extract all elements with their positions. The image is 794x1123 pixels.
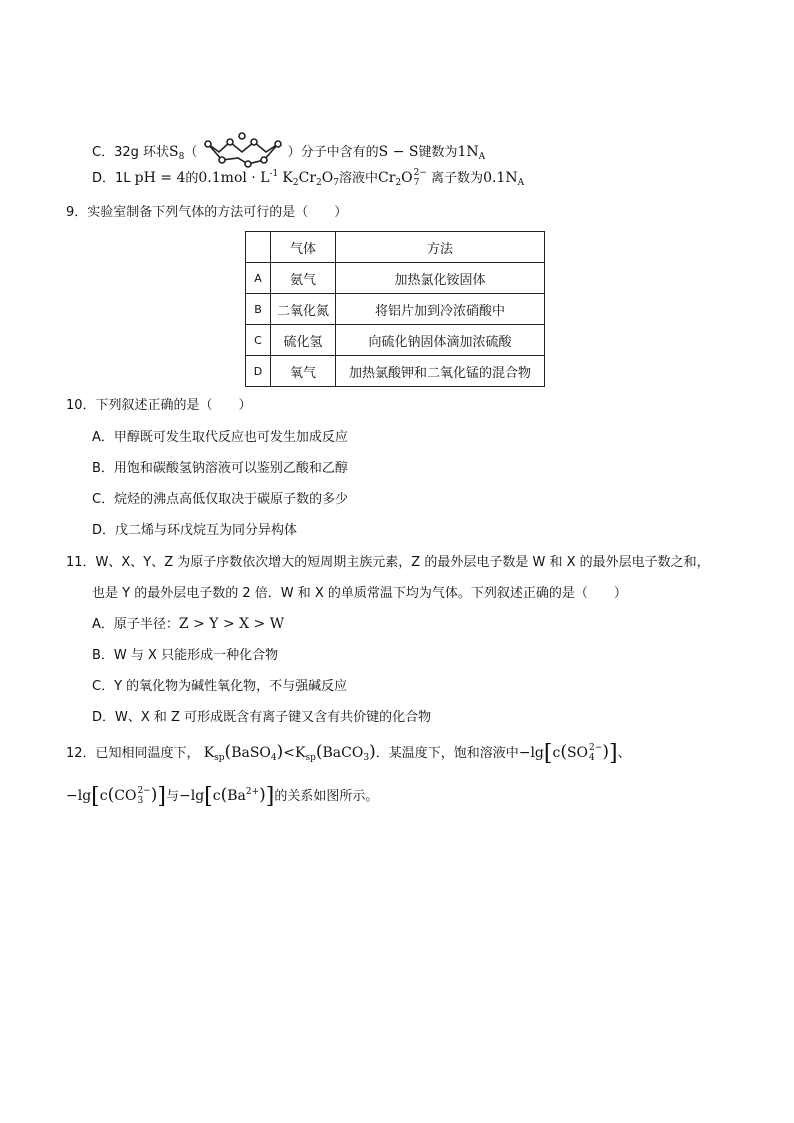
- table-row: C 硫化氢 向硫化钠固体滴加浓硫酸: [246, 325, 545, 356]
- q10-option-d: D．戊二烯与环戊烷互为同分异构体: [92, 523, 298, 538]
- q10-option-c: C．烷烃的沸点高低仅取决于碳原子数的多少: [92, 492, 349, 507]
- q8-option-d: D．1L pH = 4的$0.1mol \cdot L^{-1}$ $K_2Cr_2O_7$溶液中$Cr_2O$ 2− 7 离子数为$0.1N_A$: [92, 167, 525, 188]
- s8-ring-structure-icon: [204, 130, 282, 170]
- k2cr2o7-formula: $K_2Cr_2O_7$: [282, 170, 339, 188]
- q8-option-c: C．32g 环状$S_8$（ ）分子中含有的S − S键数为$1N_A$: [92, 130, 485, 170]
- dichromate-ion: $Cr_2O$ 2− 7: [378, 167, 427, 188]
- q11-stem-line1: 11．W、X、Y、Z 为原子序数依次增大的短周期主族元素，Z 的最外层电子数是 W 和 X 的最外层电子数之和，: [66, 555, 710, 570]
- table-row: B 二氧化氮 将铝片加到冷浓硝酸中: [246, 294, 545, 325]
- q10-stem: 10．下列叙述正确的是（ ）: [66, 398, 252, 413]
- q10-option-b: B．用饱和碳酸氢钠溶液可以鉴别乙酸和乙醇: [92, 461, 348, 476]
- table-header-row: 气体 方法: [246, 232, 545, 263]
- q10-option-a: A．甲醇既可发生取代反应也可发生加成反应: [92, 430, 348, 445]
- concentration: $0.1mol \cdot L^{-1}$: [198, 169, 279, 186]
- q11-option-c: C．Y 的氧化物为碱性氧化物，不与强碱反应: [92, 679, 348, 694]
- q12-stem-line1: 12．已知相同温度下， $K_{sp}(BaSO_4)<K_{sp}(BaCO_3)$．某温度下，饱和溶液中−lg[c(SO 2− 4 )]、: [66, 741, 631, 766]
- q9-stem: 9．实验室制备下列气体的方法可行的是（ ）: [66, 205, 348, 220]
- s8-formula: $S_8$: [169, 144, 185, 162]
- na-value: $0.1N_A$: [483, 170, 525, 188]
- table-row: D 氧气 加热氯酸钾和二氧化锰的混合物: [246, 356, 545, 387]
- q11-option-b: B．W 与 X 只能形成一种化合物: [92, 648, 279, 663]
- q11-stem-line2: 也是 Y 的最外层电子数的 2 倍．W 和 X 的单质常温下均为气体。下列叙述正确的是（ ）: [92, 586, 627, 601]
- q11-option-d: D．W、X 和 Z 可形成既含有离子键又含有共价键的化合物: [92, 710, 432, 725]
- na-value: $1N_A$: [457, 144, 486, 162]
- q9-gas-table: [245, 231, 545, 387]
- table-row: A 氨气 加热氯化铵固体: [246, 263, 545, 294]
- q11-option-a: A．原子半径：Z > Y > X > W: [92, 616, 285, 632]
- q12-stem-line2: −lg[c(CO 2− 3 )]与$-\lg[c(Ba^{2+})]$的关系如图所示。: [66, 784, 379, 809]
